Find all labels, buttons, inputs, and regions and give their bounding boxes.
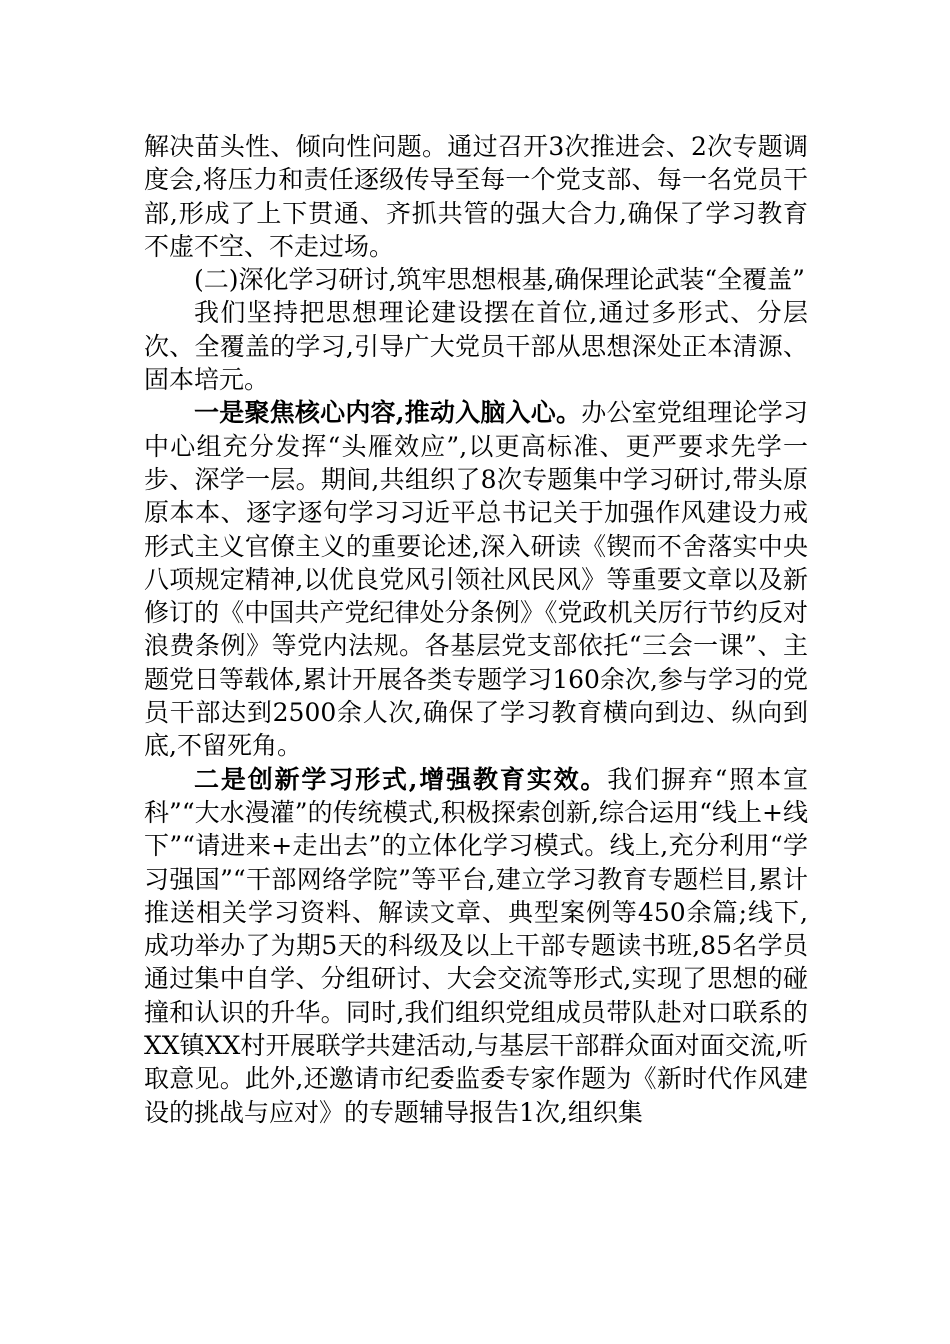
paragraph-point-one [144,396,808,762]
point-one-body: 办公室党组理论学习中心组充分发挥“头雁效应”,以更高标准、更严要求先学一步、深学一层。期间,共组织了8次专题集中学习研讨,带头原原本本、逐字逐句学习习近平总书记关于加强作风建设力戒形式主义官僚主义的重要论述,深入研读《锲而不舍落实中央八项规定精神,以优良党风引领社风民风》等重要文章以及新修订的《中国共产党纪律处分条例》《党政机关厉行节约反对浪费条例》等党内法规。各基层党支部依托“三会一课”、主题党日等载体,累计开展各类专题学习160余次,参与学习的党员干部达到2500余人次,确保了学习教育横向到边、纵向到底,不留死角。 [144,398,808,761]
paragraph-continuation: 解决苗头性、倾向性问题。通过召开3次推进会、2次专题调度会,将压力和责任逐级传导至每一个党支部、每一名党员干部,形成了上下贯通、齐抓共管的强大合力,确保了学习教育不虚不空、不走过场。 [144,132,808,261]
point-two-body: 我们摒弃“照本宣科”“大水漫灌”的传统模式,积极探索创新,综合运用“线上+线下”“请进来+走出去”的立体化学习模式。线上,充分利用“学习强国”“干部网络学院”等平台,建立学习教育专题栏目,累计推送相关学习资料、解读文章、典型案例等450余篇;线下,成功举办了为期5天的科级及以上干部专题读书班,85名学员通过集中自学、分组研讨、大会交流等形式,实现了思想的碰撞和认识的升华。同时,我们组织党组成员带队赴对口联系的XX镇XX村开展联学共建活动,与基层干部群众面对面交流,听取意见。此外,还邀请市纪委监委专家作题为《新时代作风建设的挑战与应对》的专题辅导报告1次,组织集 [144,764,808,1127]
point-one-lead: 一是聚焦核心内容,推动入脑入心。 [194,398,582,428]
document-body [144,130,808,1129]
section-heading: (二)深化学习研讨,筑牢思想根基,确保理论武装“全覆盖” [194,265,805,295]
paragraph-intro: 我们坚持把思想理论建设摆在首位,通过多形式、分层次、全覆盖的学习,引导广大党员干部从思想深处正本清源、固本培元。 [144,298,808,395]
paragraph-point-two [144,763,808,1129]
point-two-lead: 二是创新学习形式,增强教育实效。 [194,764,608,794]
